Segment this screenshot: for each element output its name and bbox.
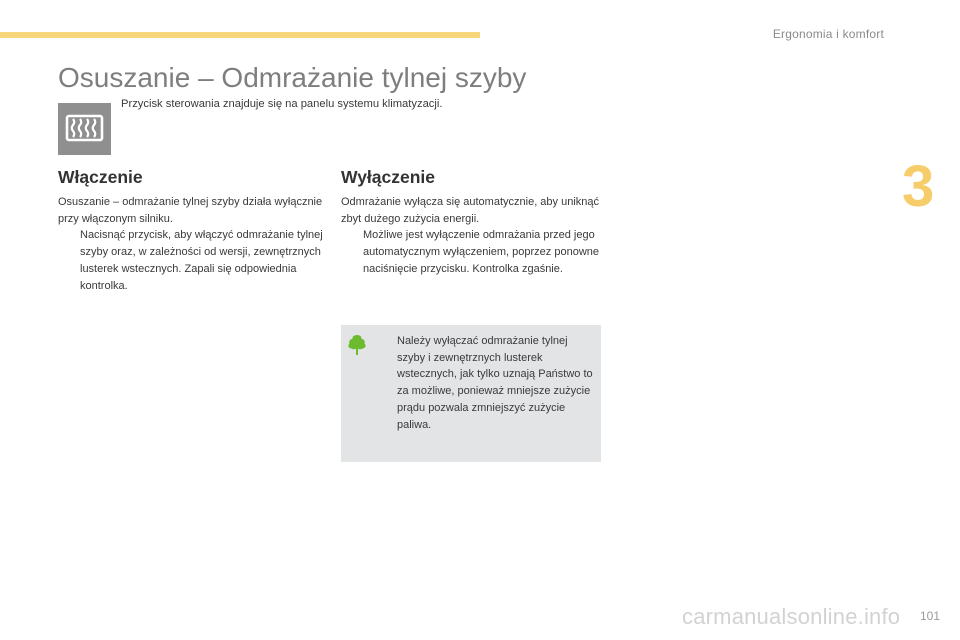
off-bullet	[341, 227, 599, 277]
rear-window-defrost-icon	[58, 103, 111, 155]
on-bullet	[58, 227, 326, 294]
eco-note	[375, 333, 597, 433]
intro-text: Przycisk sterowania znajduje się na panelu systemu klimatyzacji.	[121, 98, 443, 110]
on-section-body	[58, 194, 326, 294]
watermark: carmanualsonline.info	[682, 604, 901, 629]
section-label: Ergonomia i komfort	[772, 27, 884, 41]
eco-note-box	[341, 325, 601, 462]
page-number: 101	[919, 609, 940, 623]
page-title: Osuszanie – Odmrażanie tylnej szyby	[58, 62, 527, 93]
eco-tree-icon	[347, 334, 367, 356]
off-section-body	[341, 194, 599, 278]
eco-bullet	[375, 333, 597, 433]
on-bullet-text: Nacisnąć przycisk, aby włączyć odmrażanie tylnej szyby oraz, w zależności od wersji, zewnętrznych lusterek wstecznych. Zapali się odpowiednia kontrolka.	[80, 229, 323, 292]
eco-note-text: Należy wyłączać odmrażanie tylnej szyby i zewnętrznych lusterek wstecznych, jak tylko uznają Państwo to za możliwe, ponieważ mniejsze zużycie prądu pozwala zmniejszyć zużycie paliwa.	[397, 335, 593, 431]
header-accent-bar	[0, 32, 480, 38]
on-heading: Włączenie	[58, 167, 143, 187]
off-heading: Wyłączenie	[341, 167, 436, 187]
off-paragraph: Odmrażanie wyłącza się automatycznie, aby uniknąć zbyt dużego zużycia energii.	[341, 196, 600, 225]
chapter-number: 3	[902, 154, 935, 219]
on-paragraph: Osuszanie – odmrażanie tylnej szyby działa wyłącznie przy włączonym silniku.	[58, 196, 323, 225]
off-bullet-text: Możliwe jest wyłączenie odmrażania przed jego automatycznym wyłączeniem, poprzez ponowne naciśnięcie przycisku. Kontrolka zgaśnie.	[363, 229, 600, 275]
